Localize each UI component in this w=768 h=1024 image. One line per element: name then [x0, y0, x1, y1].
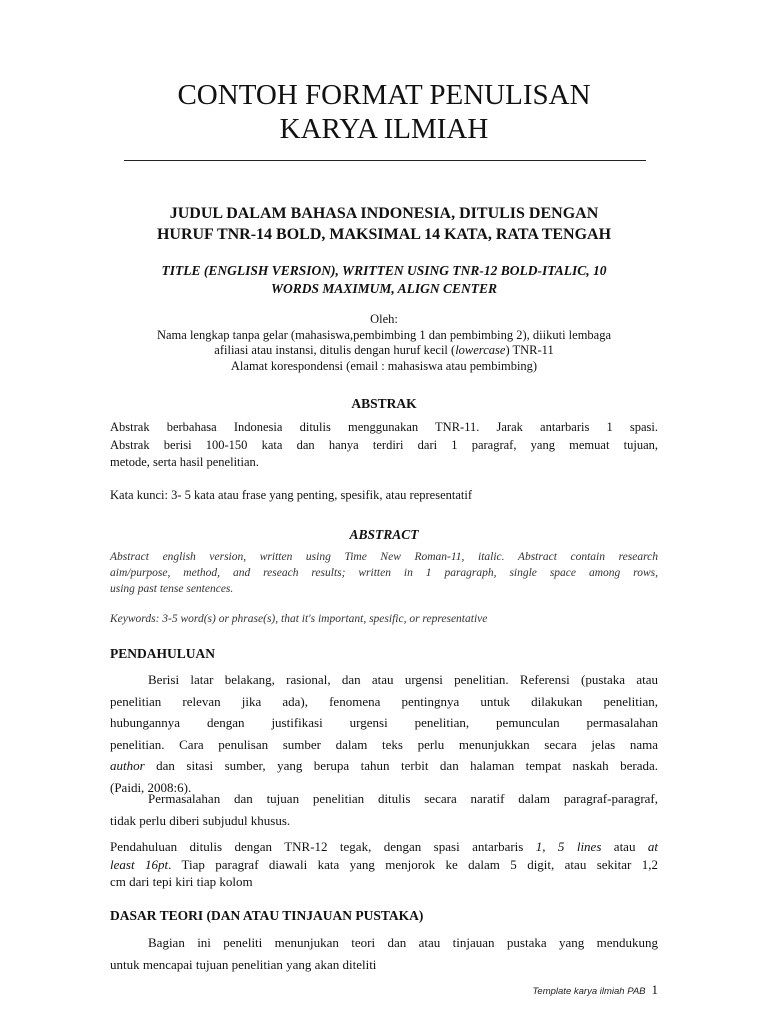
author-line-2-text-a: afiliasi atau instansi, ditulis dengan huruf kecil (: [214, 343, 456, 357]
paper-title-indonesian-line-2: HURUF TNR-14 BOLD, MAKSIMAL 14 KATA, RATA TENGAH: [156, 226, 612, 243]
dasar-teori-heading: DASAR TEORI (DAN ATAU TINJAUAN PUSTAKA): [110, 908, 424, 923]
pendahuluan-p1-line-3: hubungannya dengan justifikasi urgensi penelitian, pemunculan permasalahan: [110, 715, 658, 730]
pendahuluan-p2-line-2: tidak perlu diberi subjudul khusus.: [110, 812, 291, 828]
document-title-line-1: CONTOH FORMAT PENULISAN: [177, 79, 591, 111]
pendahuluan-p1-line-6: (Paidi, 2008:6).: [110, 779, 192, 795]
paper-title-english-line-1: TITLE (ENGLISH VERSION), WRITTEN USING TNR-12 BOLD-ITALIC, 10: [161, 263, 607, 278]
pendahuluan-p2-line-1: Permasalahan dan tujuan penelitian ditulis secara naratif dalam paragraf-paragraf,: [148, 791, 658, 806]
abstract-heading: ABSTRACT: [349, 527, 419, 542]
footer-label: Template karya ilmiah PAB: [532, 986, 646, 997]
author-block: [110, 312, 658, 374]
pendahuluan-paragraph-3: [110, 838, 658, 891]
pendahuluan-paragraph-1: [110, 669, 658, 798]
author-line-2-lowercase: lowercase: [455, 343, 506, 357]
abstrak-heading: ABSTRAK: [351, 396, 417, 411]
kata-kunci: Kata kunci: 3- 5 kata atau frase yang penting, spesifik, atau representatif: [110, 488, 473, 502]
pendahuluan-p3-line-2-a: least 16pt: [110, 856, 169, 872]
abstract-line-2: aim/purpose, method, and reseach results; written in 1 paragraph, single space among rows,: [110, 567, 658, 579]
abstrak-body: [110, 419, 658, 472]
document-title-line-2: KARYA ILMIAH: [279, 113, 489, 145]
dasar-teori-line-1: Bagian ini peneliti menunjukan teori dan atau tinjauan pustaka yang mendukung: [148, 935, 658, 950]
author-line-3: Alamat korespondensi (email : mahasiswa atau pembimbing): [230, 358, 538, 373]
abstract-line-3: using past tense sentences.: [110, 583, 234, 595]
pendahuluan-p1-line-5-text: dan sitasi sumber, yang berupa tahun terbit dan halaman tempat naskah berada.: [144, 758, 658, 773]
pendahuluan-p3-line-1: [110, 838, 658, 856]
pendahuluan-p1-line-2: penelitian relevan jika ada), fenomena pentingnya untuk dilakukan penelitian,: [110, 693, 658, 709]
dasar-teori-line-2: untuk mencapai tujuan penelitian yang akan diteliti: [110, 956, 377, 972]
pendahuluan-p3-line-1-b: 1, 5 lines: [535, 839, 602, 854]
pendahuluan-p1-line-1: Berisi latar belakang, rasional, dan atau urgensi penelitian. Referensi (pustaka atau: [148, 672, 658, 687]
pendahuluan-p3-line-1-d: at: [647, 839, 658, 854]
document-title: [110, 78, 658, 146]
author-line-2: [110, 343, 658, 359]
abstrak-line-1: Abstrak berbahasa Indonesia ditulis menggunakan TNR-11. Jarak antarbaris 1 spasi.: [110, 420, 658, 434]
dasar-teori-paragraph: [110, 932, 658, 975]
pendahuluan-p1-line-4: penelitian. Cara penulisan sumber dalam teks perlu menunjukkan secara jelas nama: [110, 736, 658, 752]
abstrak-line-3: metode, serta hasil penelitian.: [110, 455, 259, 469]
author-line-1: Nama lengkap tanpa gelar (mahasiswa,pembimbing 1 dan pembimbing 2), diikuti lembaga: [156, 327, 612, 342]
keywords: Keywords: 3-5 word(s) or phrase(s), that it's important, spesific, or representative: [110, 613, 488, 625]
paper-title-english-line-2: WORDS MAXIMUM, ALIGN CENTER: [270, 281, 498, 296]
pendahuluan-paragraph-2: [110, 788, 658, 831]
pendahuluan-p3-line-2-b: . Tiap paragraf diawali kata yang menjorok ke dalam 5 digit, atau sekitar 1,2: [168, 856, 658, 872]
page-number: 1: [651, 982, 658, 997]
paper-title-english: [110, 262, 658, 298]
author-oleh: Oleh:: [370, 312, 398, 326]
title-divider: [124, 160, 646, 161]
pendahuluan-p3-line-1-a: Pendahuluan ditulis dengan TNR-12 tegak, dengan spasi antarbaris: [110, 839, 536, 854]
page-footer: [110, 982, 658, 998]
abstract-body: [110, 549, 658, 597]
abstrak-line-2: Abstrak berisi 100-150 kata dan hanya terdiri dari 1 paragraf, yang memuat tujuan,: [110, 437, 658, 452]
abstract-line-1: Abstract english version, written using Time New Roman-11, italic. Abstract contain research: [110, 551, 658, 563]
paper-title-indonesian-line-1: JUDUL DALAM BAHASA INDONESIA, DITULIS DENGAN: [169, 205, 599, 222]
author-line-2-text-c: ) TNR-11: [505, 343, 554, 357]
pendahuluan-p3-line-3: cm dari tepi kiri tiap kolom: [110, 874, 253, 889]
pendahuluan-p1-line-5: [110, 755, 658, 777]
pendahuluan-p3-line-2: [110, 856, 658, 874]
pendahuluan-p3-line-1-c: atau: [601, 839, 648, 854]
paper-title-indonesian: [110, 203, 658, 245]
pendahuluan-p1-author: author: [110, 758, 145, 773]
pendahuluan-heading: PENDAHULUAN: [110, 646, 216, 661]
